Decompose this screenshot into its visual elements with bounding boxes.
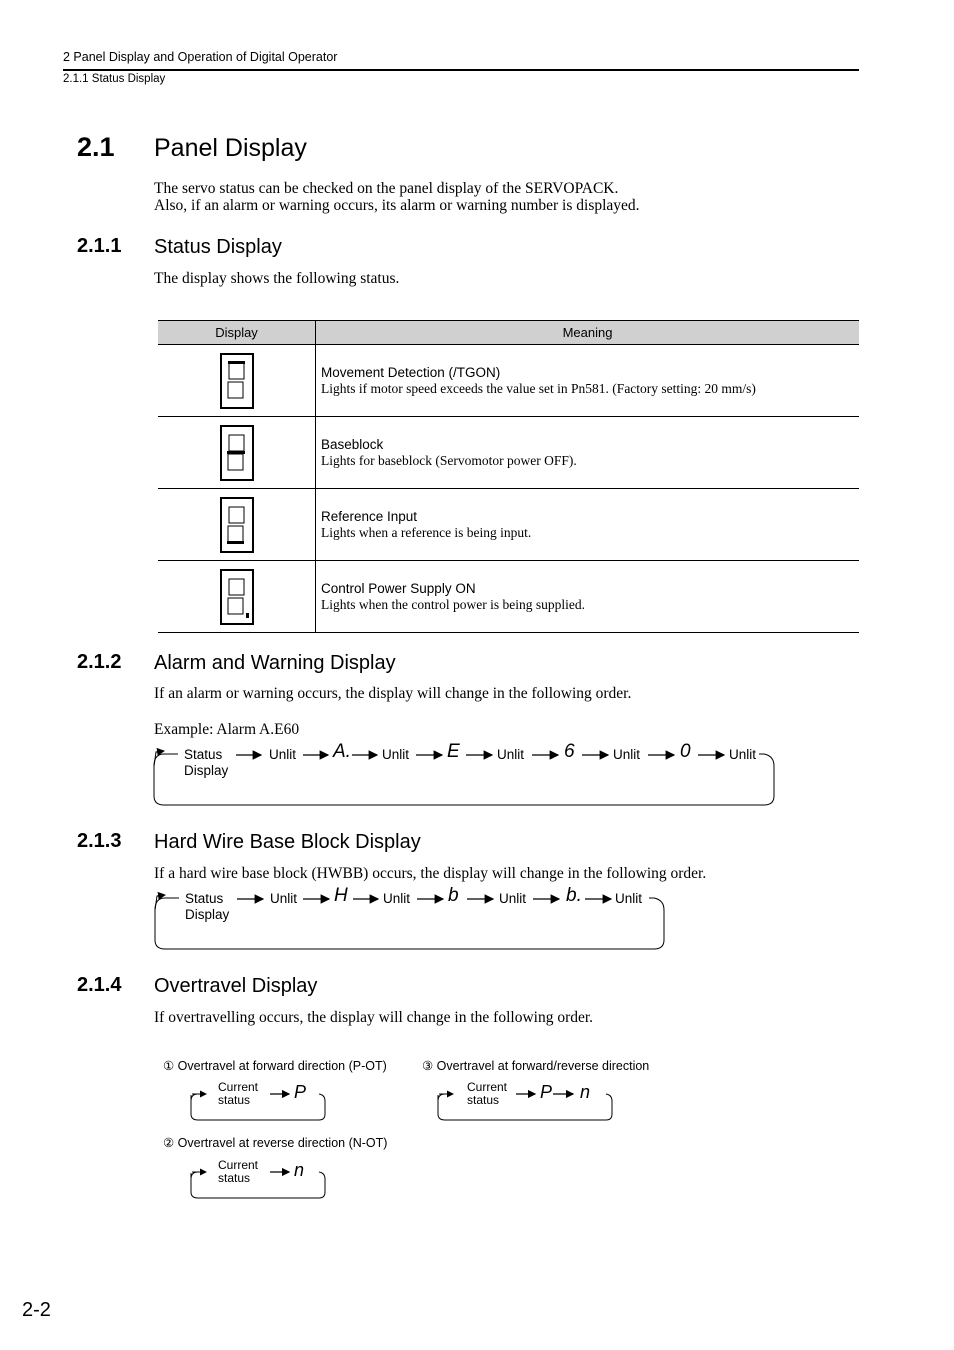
overtravel-case-2-label: ② Overtravel at reverse direction (N-OT) <box>163 1136 388 1150</box>
current-status-label-line2: status <box>467 1093 500 1107</box>
section-number: 2.1 <box>77 132 115 162</box>
meaning-desc: Lights for baseblock (Servomotor power OFF). <box>321 452 577 468</box>
current-status-label-line2: status <box>218 1093 251 1107</box>
subsection-title: Overtravel Display <box>154 975 318 997</box>
header-rule <box>63 69 859 71</box>
unlit-label: Unlit <box>269 747 297 762</box>
table-row <box>158 417 859 489</box>
status-display-label-line2: Display <box>185 907 230 922</box>
subsection-title: Alarm and Warning Display <box>154 652 396 674</box>
meaning-desc: Lights when a reference is being input. <box>321 524 532 540</box>
unlit-label: Unlit <box>382 747 410 762</box>
segment-symbol-p: P <box>294 1082 307 1102</box>
intro-line-2: Also, if an alarm or warning occurs, its alarm or warning number is displayed. <box>154 197 640 214</box>
meaning-title: Movement Detection (/TGON) <box>321 364 501 380</box>
status-display-label-line1: Status <box>184 747 223 762</box>
segment-symbol-6: 6 <box>564 741 575 762</box>
overtravel-case-3-label: ③ Overtravel at forward/reverse direction <box>422 1059 650 1073</box>
overtravel-case-2-diagram <box>188 1160 330 1202</box>
status-display-label-line2: Display <box>184 763 229 778</box>
column-header-meaning: Meaning <box>316 321 860 345</box>
subsection-number: 2.1.4 <box>77 974 122 996</box>
table-row <box>158 489 859 561</box>
seven-segment-top-icon <box>220 353 254 409</box>
subsection-number: 2.1.1 <box>77 235 122 257</box>
unlit-label: Unlit <box>270 891 298 906</box>
segment-symbol-a: A. <box>333 741 351 762</box>
segment-symbol-h: H <box>334 885 348 906</box>
segment-symbol-0: 0 <box>680 741 691 762</box>
subsection-intro: If overtravelling occurs, the display will change in the following order. <box>154 1009 594 1026</box>
running-header-section: 2.1.1 Status Display <box>63 73 166 85</box>
seven-segment-dot-icon <box>220 569 254 625</box>
current-status-label-line2: status <box>218 1171 251 1185</box>
running-header-chapter: 2 Panel Display and Operation of Digital Operator <box>63 50 338 64</box>
meaning-desc: Lights when the control power is being supplied. <box>321 596 585 612</box>
intro-line-1: The servo status can be checked on the panel display of the SERVOPACK. <box>154 180 619 197</box>
column-header-display: Display <box>158 321 316 345</box>
overtravel-case-1-label: ① Overtravel at forward direction (P-OT) <box>163 1059 387 1073</box>
unlit-label: Unlit <box>499 891 527 906</box>
current-status-label-line1: Current <box>218 1158 259 1172</box>
subsection-intro: If a hard wire base block (HWBB) occurs, the display will change in the following order. <box>154 865 707 882</box>
unlit-label: Unlit <box>615 891 643 906</box>
unlit-label: Unlit <box>613 747 641 762</box>
subsection-title: Hard Wire Base Block Display <box>154 831 421 853</box>
segment-symbol-e: E <box>447 741 460 762</box>
current-status-label-line1: Current <box>467 1080 508 1094</box>
status-display-label-line1: Status <box>185 891 224 906</box>
meaning-desc: Lights if motor speed exceeds the value set in Pn581. (Factory setting: 20 mm/s) <box>321 380 756 396</box>
segment-symbol-b: b <box>448 885 459 906</box>
seven-segment-middle-icon <box>220 425 254 481</box>
segment-symbol-n: n <box>580 1082 591 1102</box>
unlit-label: Unlit <box>383 891 411 906</box>
meaning-title: Reference Input <box>321 508 418 524</box>
table-row <box>158 561 859 633</box>
seven-segment-bottom-icon <box>220 497 254 553</box>
subsection-title: Status Display <box>154 236 282 258</box>
example-label: Example: Alarm A.E60 <box>154 721 300 738</box>
meaning-title: Baseblock <box>321 436 384 452</box>
subsection-number: 2.1.3 <box>77 830 122 852</box>
status-display-table <box>158 320 859 633</box>
unlit-label: Unlit <box>729 747 757 762</box>
subsection-intro: The display shows the following status. <box>154 270 400 287</box>
unlit-label: Unlit <box>497 747 525 762</box>
subsection-number: 2.1.2 <box>77 651 122 673</box>
segment-symbol-b-dot: b. <box>566 885 582 906</box>
section-title: Panel Display <box>154 134 307 162</box>
segment-symbol-n: n <box>294 1160 305 1180</box>
table-row <box>158 345 859 417</box>
subsection-intro: If an alarm or warning occurs, the display will change in the following order. <box>154 685 632 702</box>
segment-symbol-p: P <box>540 1082 553 1102</box>
meaning-title: Control Power Supply ON <box>321 580 476 596</box>
overtravel-case-1-diagram <box>188 1082 330 1124</box>
page-number: 2-2 <box>22 1299 51 1321</box>
current-status-label-line1: Current <box>218 1080 259 1094</box>
